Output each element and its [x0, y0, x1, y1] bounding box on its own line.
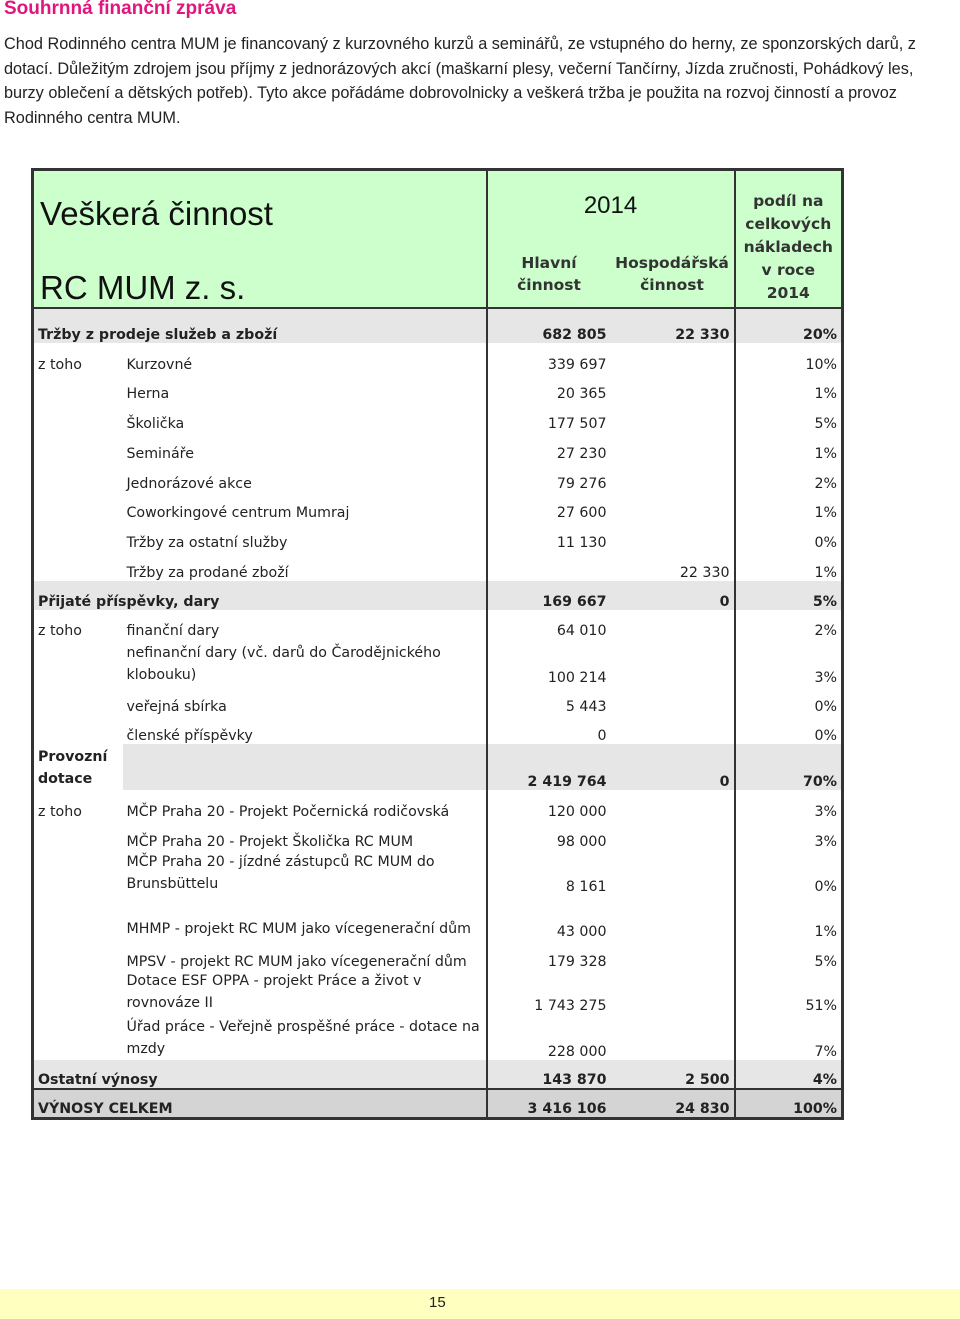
cell-main: 5 443 [487, 686, 611, 715]
cell-main: 1 743 275 [487, 970, 611, 1014]
table-row [33, 790, 843, 820]
cell-main [487, 551, 611, 581]
cell-main: 228 000 [487, 1014, 611, 1060]
cell-share: 4% [735, 1060, 843, 1089]
cell-econ [611, 492, 735, 521]
cell-share: 1% [735, 895, 843, 940]
cell-share: 1% [735, 373, 843, 402]
cell-share: 1% [735, 551, 843, 581]
row-prefix [33, 686, 123, 715]
cell-share: 10% [735, 343, 843, 373]
row-label: Tržby za ostatní služby [126, 535, 288, 551]
table-row [33, 639, 843, 686]
cell-share: 5% [735, 940, 843, 970]
row-prefix: z toho [33, 343, 123, 373]
cell-main: 27 600 [487, 492, 611, 521]
cell-main: 11 130 [487, 521, 611, 551]
table-row [33, 1014, 843, 1060]
row-label: Jednorázové akce [126, 476, 252, 492]
row-prefix [33, 715, 123, 744]
cell-main: 682 805 [487, 308, 611, 343]
row-prefix [33, 639, 123, 686]
row-label: nefinanční dary (vč. darů do Čarodějnického klobouku) [126, 645, 441, 683]
cell-main: 100 214 [487, 639, 611, 686]
col-header-econ: Hospodářská činnost [611, 241, 735, 308]
cell-econ [611, 432, 735, 462]
cell-main: 43 000 [487, 895, 611, 940]
row-label: Přijaté příspěvky, dary [33, 581, 487, 610]
table-row [33, 492, 843, 521]
cell-econ [611, 1014, 735, 1060]
row-label: Herna [126, 386, 170, 402]
row-prefix [33, 402, 123, 432]
cell-main: 3 416 106 [487, 1089, 611, 1118]
cell-main: 179 328 [487, 940, 611, 970]
cell-main: 98 000 [487, 820, 611, 850]
cell-share: 7% [735, 1014, 843, 1060]
row-label: Provozní dotace [33, 744, 123, 790]
row-label: finanční dary [126, 623, 220, 639]
row-prefix: z toho [33, 790, 123, 820]
cell-main: 120 000 [487, 790, 611, 820]
cell-econ [611, 610, 735, 639]
table-row [33, 308, 843, 343]
table-row [33, 551, 843, 581]
row-label: Školička [126, 416, 185, 432]
cell-main: 169 667 [487, 581, 611, 610]
cell-econ [611, 521, 735, 551]
cell-share: 2% [735, 610, 843, 639]
cell-main: 2 419 764 [487, 744, 611, 790]
table-title [33, 170, 487, 309]
cell-econ [611, 639, 735, 686]
cell-share: 0% [735, 521, 843, 551]
table-row-total [33, 1089, 843, 1118]
row-label: Kurzovné [126, 357, 193, 373]
table-row [33, 895, 843, 940]
cell-main: 27 230 [487, 432, 611, 462]
cell-share: 2% [735, 462, 843, 492]
cell-share: 5% [735, 581, 843, 610]
cell-econ [611, 850, 735, 895]
row-label: veřejná sbírka [126, 699, 227, 715]
cell-share: 1% [735, 492, 843, 521]
cell-econ: 22 330 [611, 308, 735, 343]
row-prefix [33, 432, 123, 462]
page-footer [0, 1289, 960, 1319]
table-row [33, 343, 843, 373]
cell-main: 143 870 [487, 1060, 611, 1089]
row-prefix [33, 462, 123, 492]
row-label: Dotace ESF OPPA - projekt Práce a život v rovnováze II [126, 973, 422, 1011]
cell-econ: 0 [611, 581, 735, 610]
table-row [33, 610, 843, 639]
table-row [33, 402, 843, 432]
col-header-main: Hlavní činnost [487, 241, 611, 308]
cell-share: 100% [735, 1089, 843, 1118]
intro-paragraph: Chod Rodinného centra MUM je financovaný z kurzovného kurzů a seminářů, ze vstupného do herny, ze sponzorských darů, z dotací. Důležitým zdrojem jsou příjmy z jednorázových akcí (maškarní plesy, večerní Tančírny, Jízda zručnosti, Pohádkový les, burzy oblečení a dětských potřeb). Tyto akce pořádáme dobrovolnicky a veškerá tržba je použita na rozvoj činností a provoz Rodinného centra MUM. [4, 35, 916, 127]
table-row [33, 686, 843, 715]
cell-econ: 0 [611, 744, 735, 790]
table-row [33, 715, 843, 744]
cell-share: 70% [735, 744, 843, 790]
cell-main: 177 507 [487, 402, 611, 432]
cell-econ [611, 402, 735, 432]
row-label: členské příspěvky [126, 728, 253, 744]
year-header: 2014 [487, 170, 735, 241]
row-prefix [33, 1014, 123, 1060]
row-prefix [33, 373, 123, 402]
table-row [33, 432, 843, 462]
table-row [33, 462, 843, 492]
table-row [33, 581, 843, 610]
row-label: MČP Praha 20 - Projekt Školička RC MUM [126, 834, 414, 850]
cell-main: 64 010 [487, 610, 611, 639]
cell-share: 1% [735, 432, 843, 462]
cell-econ [611, 895, 735, 940]
cell-econ: 24 830 [611, 1089, 735, 1118]
row-prefix [33, 850, 123, 895]
table-row [33, 1060, 843, 1089]
row-label: MHMP - projekt RC MUM jako vícegenerační dům [126, 921, 471, 937]
cell-econ: 22 330 [679, 565, 730, 581]
row-prefix [33, 970, 123, 1014]
table-title-line2: RC MUM z. s. [40, 269, 246, 306]
row-label: MČP Praha 20 - Projekt Počernická rodičovská [126, 804, 450, 820]
row-prefix [33, 521, 123, 551]
page-number: 15 [429, 1294, 446, 1311]
row-prefix [33, 895, 123, 940]
row-label: VÝNOSY CELKEM [33, 1089, 487, 1118]
table-row [33, 850, 843, 895]
table-row [33, 373, 843, 402]
table-row [33, 521, 843, 551]
cell-econ [611, 820, 735, 850]
cell-share: 51% [735, 970, 843, 1014]
cell-main: 0 [487, 715, 611, 744]
table-title-line1: Veškerá činnost [40, 195, 273, 232]
finance-table [31, 168, 844, 1120]
cell-econ [611, 790, 735, 820]
cell-main: 339 697 [487, 343, 611, 373]
row-label: MPSV - projekt RC MUM jako vícegenerační dům [126, 954, 467, 970]
cell-econ [611, 686, 735, 715]
cell-econ: 2 500 [611, 1060, 735, 1089]
row-prefix [33, 492, 123, 521]
cell-econ [611, 715, 735, 744]
cell-share: 0% [735, 850, 843, 895]
row-label: MČP Praha 20 - jízdné zástupců RC MUM do Brunsbüttelu [126, 854, 435, 892]
row-prefix [33, 820, 123, 850]
cell-econ [611, 343, 735, 373]
row-prefix [33, 940, 123, 970]
table-row [33, 970, 843, 1014]
row-prefix [33, 551, 123, 581]
cell-share: 5% [735, 402, 843, 432]
cell-share: 20% [735, 308, 843, 343]
row-label: Tržby za prodané zboží [126, 565, 289, 581]
table-row [33, 940, 843, 970]
cell-share: 3% [735, 790, 843, 820]
cell-share: 3% [735, 820, 843, 850]
cell-share: 3% [735, 639, 843, 686]
row-prefix: z toho [33, 610, 123, 639]
col-header-share: podíl na celkových nákladech v roce 2014 [735, 170, 843, 309]
table-row [33, 820, 843, 850]
row-label: Úřad práce - Veřejně prospěšné práce - dotace na mzdy [126, 1019, 480, 1057]
row-label: Tržby z prodeje služeb a zboží [33, 308, 487, 343]
cell-econ [611, 373, 735, 402]
cell-share: 0% [735, 686, 843, 715]
cell-econ [611, 970, 735, 1014]
row-spacer [123, 744, 487, 790]
cell-main: 20 365 [487, 373, 611, 402]
cell-econ [611, 462, 735, 492]
row-label: Semináře [126, 446, 194, 462]
cell-main: 79 276 [487, 462, 611, 492]
row-label: Coworkingové centrum Mumraj [126, 505, 350, 521]
row-label: Ostatní výnosy [33, 1060, 487, 1089]
page-heading: Souhrnná finanční zpráva [4, 0, 237, 19]
table-row [33, 744, 843, 790]
cell-main: 8 161 [487, 850, 611, 895]
cell-econ [611, 940, 735, 970]
cell-share: 0% [735, 715, 843, 744]
